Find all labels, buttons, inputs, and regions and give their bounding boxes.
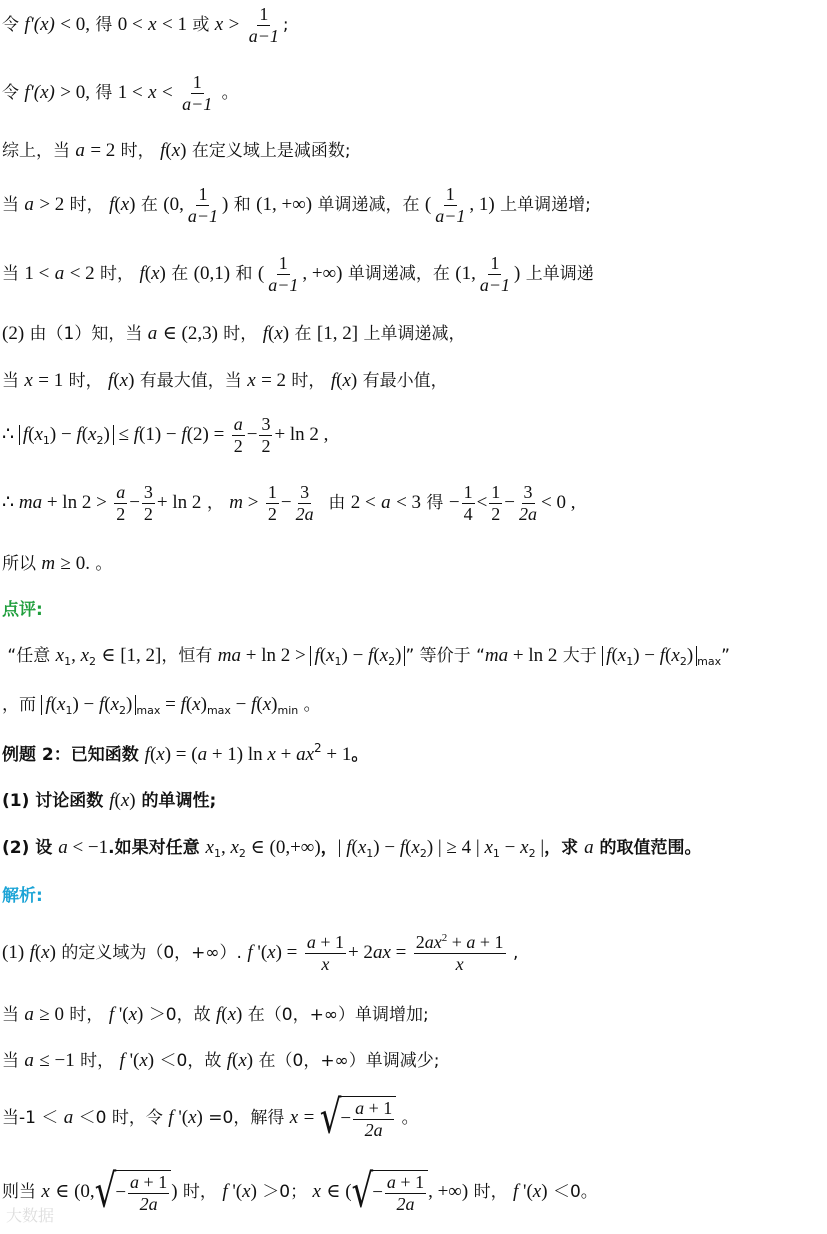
question-2: (2) 设 a < −1.如果对任意 $x_1$, $x_2$ ∈ (0,+∞)，| $f(x_1) - f(x_2)$ | ≥ 4 | $x_1 - x_2$ |，求 a 的取值范围。 bbox=[2, 837, 702, 860]
line-9: ∴ ma + ln 2 > $\frac{a}{2}$ − $\frac{3}{2}$ + ln 2 ， m > $\frac{1}{2}$ − $\frac{3}{2a}$ 由 2 < a < 3 得 − $\frac{1}{4}$ < $\frac{1}{2}$ − $\frac{3}{2a}$ < 0 , bbox=[2, 482, 576, 524]
line-2: 令 f'(x) > 0, 得 1 < x < $\frac{1}{a-1}$ 。 bbox=[2, 72, 239, 114]
line-21: 当-1 ＜ a ＜0 时，令 f '(x) =0，解得 x = √ − $\frac{a + 1}{2a}$ 。 bbox=[2, 1090, 419, 1145]
line-19: 当 a ≥ 0 时， f '(x) ＞0，故 f(x) 在（0，+∞）单调增加; bbox=[2, 1004, 429, 1025]
line-20: 当 a ≤ −1 时， f '(x) ＜0，故 f(x) 在（0，+∞）单调减少; bbox=[2, 1050, 440, 1071]
line-3: 综上，当 a = 2 时， f(x) 在定义域上是减函数; bbox=[2, 140, 351, 161]
example-2-title: 例题 2：已知函数 f(x) = (a + 1) $\ln x + ax^2 + 1$。 bbox=[2, 741, 369, 765]
line-1: 令 f'(x) < 0, 得 0 < x < 1 或 x > $\frac{1}{a-1}$ ; bbox=[2, 4, 289, 46]
line-8: ∴ $f(x_1) - f(x_2) \le f(1) - f(2)$ = $\frac{a}{2}$ − $\frac{3}{2}$ + ln 2 , bbox=[2, 414, 329, 456]
line-7: 当 x = 1 时， f(x) 有最大值，当 x = 2 时， f(x) 有最小值， bbox=[2, 370, 448, 391]
line-22: 则当 x ∈ (0, √ − $\frac{a + 1}{2a}$ ) 时， f '(x) ＞0； x ∈ ( √ − $\frac{a + 1}{2a}$ , +∞) 时， f '(x) ＜0。 bbox=[2, 1164, 598, 1219]
line-4: 当 a > 2 时， f(x) 在 (0, $\frac{1}{a-1}$ ) 和 (1, +∞) 单调递减，在 ( $\frac{1}{a-1}$ , 1) 上单调递增; bbox=[2, 184, 591, 226]
line-13: ，而 $f(x_1) - f(x_2) _{max} = f(x)_{max} - f(x)_{min}$ 。 bbox=[2, 694, 321, 717]
line-10: 所以 m ≥ 0. 。 bbox=[2, 553, 113, 574]
watermark: 大数据 bbox=[6, 1206, 55, 1225]
line-6: (2) 由（1）知，当 a ∈ (2,3) 时， f(x) 在 [1, 2] 上单调递减， bbox=[2, 323, 466, 344]
line-12: “任意 $x_1$, $x_2$ ∈ [1, 2]，恒有 ma + $\ln 2 > f(x_1) - f(x_2)$ ” 等价于 “ma + ln 2 大于 $f(x_1) - f(x_2)$ $_{max}$” bbox=[2, 645, 730, 668]
line-5: 当 1 < a < 2 时， f(x) 在 (0,1) 和 ( $\frac{1}{a-1}$ , +∞) 单调递减，在 (1, $\frac{1}{a-1}$ ) 上单调递 bbox=[2, 253, 594, 295]
question-1: (1) 讨论函数 f(x) 的单调性; bbox=[2, 790, 217, 811]
line-18: (1) f(x) 的定义域为（0，+∞）. f '(x) = $\frac{a + 1}{x}$ + 2ax = $\frac{2ax^2 + a + 1}{x}$ , bbox=[2, 932, 519, 974]
analysis-heading: 解析: bbox=[2, 886, 43, 906]
comment-heading: 点评: bbox=[2, 600, 43, 620]
